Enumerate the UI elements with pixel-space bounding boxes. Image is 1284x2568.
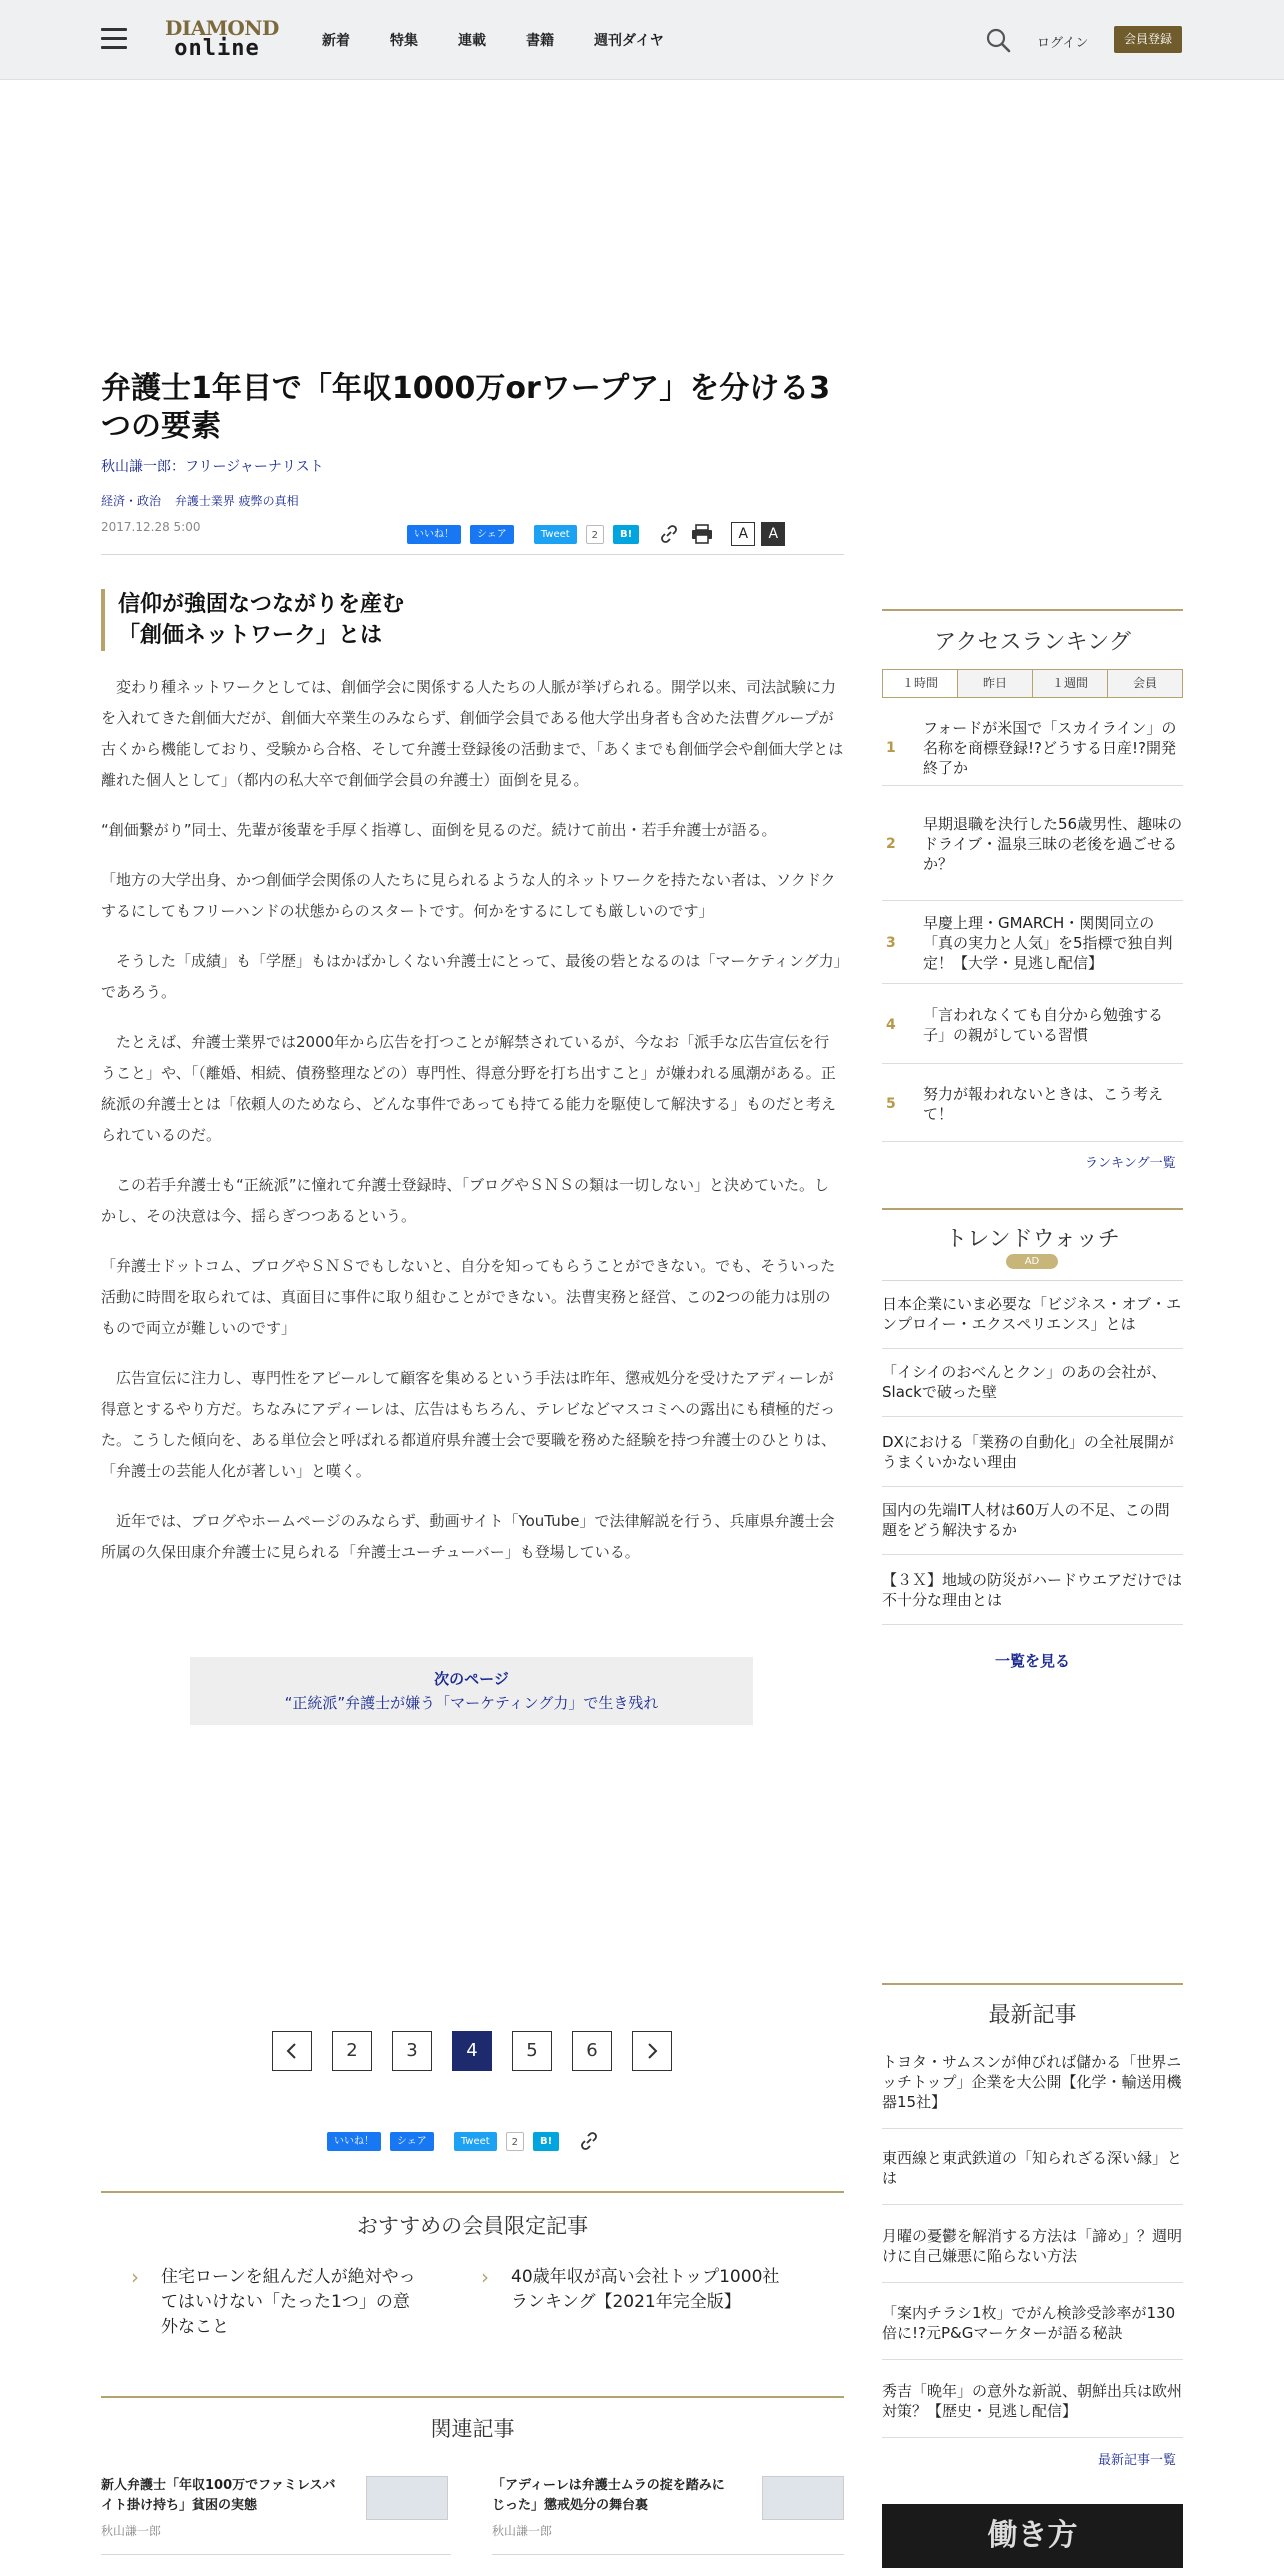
ranking-number: 4 xyxy=(886,1016,896,1033)
font-size-large-button[interactable]: A xyxy=(761,522,785,546)
related-item[interactable] xyxy=(101,2476,341,2539)
divider xyxy=(882,1208,1183,1210)
ad-badge: AD xyxy=(1006,1254,1058,1269)
next-page-link[interactable] xyxy=(190,1657,753,1725)
login-link[interactable]: ログイン xyxy=(1037,36,1089,51)
paragraph: 広告宣伝に注力し、専門性をアピールして顧客を集めるという手法は昨年、懲戒処分を受けたアディーレが得意とするやり方だ。ちなみにアディーレは、広告はもちろん、テレビなどマスコミへの露出にも積極的だった。こうした傾向を、ある単位会と呼ばれる都道府県弁護士会で要職を務めた経験を持つ弁護士のひとりは、「弁護士の芸能人化が著しい」と嘆く。 xyxy=(101,1369,837,1480)
print-icon[interactable] xyxy=(691,524,713,544)
pagination xyxy=(272,2031,692,2071)
ranking-number: 3 xyxy=(886,935,896,951)
tag-politics-economy[interactable]: 経済・政治 xyxy=(101,494,162,508)
global-nav xyxy=(322,30,704,50)
related-item-author: 秋山謙一郎 xyxy=(101,2524,162,2538)
related-item-thumbnail[interactable] xyxy=(762,2476,844,2520)
nav-item-weekly-diamond[interactable]: 週刊ダイヤ xyxy=(594,33,664,49)
recommend-title: おすすめの会員限定記事 xyxy=(356,2214,589,2238)
ranking-number: 2 xyxy=(886,836,896,852)
facebook-like-button[interactable]: いいね！ xyxy=(407,525,461,544)
next-page-button[interactable] xyxy=(632,2031,672,2071)
ranking-more-link[interactable]: ランキング一覧 xyxy=(1085,1156,1176,1171)
recommend-item-title: 住宅ローンを組んだ人が絶対やってはいけない「たった1つ」の意外なこと xyxy=(161,2267,416,2337)
ranking-item[interactable] xyxy=(882,788,1183,901)
latest-item[interactable]: 月曜の憂鬱を解消する方法は「諦め」？週明けに自己嫌悪に陥らない方法 xyxy=(882,2226,1183,2283)
menu-icon[interactable] xyxy=(101,28,127,50)
paragraph: 「地方の大学出身、かつ創価学会関係の人たちに見られるような人的ネットワークを持たない者は、ソクドクするにしてもフリーハンドの状態からのスタートです。何かをするにしても厳しいのです」 xyxy=(101,871,836,920)
tab-1-hour[interactable]: １時間 xyxy=(883,670,958,697)
divider xyxy=(101,2396,844,2398)
facebook-share-button[interactable]: シェア xyxy=(390,2132,434,2151)
ranking-item[interactable] xyxy=(882,986,1183,1064)
ranking-item-title: 早慶上理・GMARCH・関関同立の「真の実力と人気」を5指標で独自判定！【大学・見逃し配信】 xyxy=(923,914,1173,972)
page-button-5[interactable]: 5 xyxy=(512,2031,552,2071)
divider xyxy=(492,2554,844,2555)
paragraph: “創価繋がり”同士、先輩が後輩を手厚く指導し、面倒を見るのだ。続けて前出・若手弁護士が語る。 xyxy=(101,821,777,839)
trend-item[interactable]: 【３Ｘ】地域の防災がハードウエアだけでは不十分な理由とは xyxy=(882,1570,1183,1625)
global-header xyxy=(0,0,1284,80)
paragraph: 「弁護士ドットコム、ブログやＳＮＳでもしないと、自分を知ってもらうことができない。でも、そういった活動に時間を取られては、真面目に事件に取り組むことができない。法曹実務と経営、この2つの能力は別のもので両立が難しいのです」 xyxy=(101,1257,836,1337)
related-item-title: 新人弁護士「年収100万でファミレスバイト掛け持ち」貧困の実態 xyxy=(101,2478,336,2513)
related-item-title: 「アディーレは弁護士ムラの掟を踏みにじった」懲戒処分の舞台裏 xyxy=(492,2478,725,2513)
article-date: 2017.12.28 5:00 xyxy=(101,520,201,534)
ranking-item[interactable] xyxy=(882,903,1183,984)
divider xyxy=(882,609,1183,611)
article-author[interactable]: 秋山謙一郎：フリージャーナリスト xyxy=(101,459,324,475)
next-page-label: 次のページ xyxy=(434,1670,509,1688)
related-item[interactable] xyxy=(492,2476,732,2539)
logo-bottom-text: online xyxy=(174,36,260,61)
copy-link-icon[interactable] xyxy=(659,524,679,544)
trend-item[interactable]: 国内の先端IT人材は60万人の不足、この問題をどう解決するか xyxy=(882,1500,1183,1555)
recommend-item[interactable] xyxy=(481,2265,781,2315)
latest-item[interactable]: 東西線と東武鉄道の「知られざる深い縁」とは xyxy=(882,2148,1183,2205)
paragraph: たとえば、弁護士業界では2000年から広告を打つことが解禁されているが、今なお「派手な広告宣伝を行うこと」や、「（離婚、相続、債務整理などの）専門性、得意分野を打ち出すこと」が嫌われる風潮がある。正統派の弁護士とは「依頼人のためなら、どんな事件であっても持てる能力を駆使して解決する」ものだと考えられているのだ。 xyxy=(101,1033,836,1144)
latest-item[interactable]: トヨタ・サムスンが伸びれば儲かる「世界ニッチトップ」企業を大公開【化学・輸送用機器15社】 xyxy=(882,2052,1183,2129)
article-title: 弁護士1年目で「年収1000万orワープア」を分ける3つの要素 xyxy=(101,371,831,444)
divider xyxy=(101,554,844,555)
site-logo[interactable] xyxy=(165,16,279,64)
share-bar-bottom xyxy=(327,2131,611,2151)
share-bar-top xyxy=(407,522,791,546)
nav-item-feature[interactable]: 特集 xyxy=(390,33,418,49)
facebook-like-button[interactable]: いいね！ xyxy=(327,2132,381,2151)
paragraph: そうした「成績」も「学歴」もはかばかしくない弁護士にとって、最後の砦となるのは「マーケティング力」であろう。 xyxy=(101,952,842,1001)
hatena-bookmark-button[interactable]: B! xyxy=(613,525,639,544)
related-title: 関連記事 xyxy=(430,2417,515,2441)
tab-yesterday[interactable]: 昨日 xyxy=(958,670,1033,697)
tweet-count: 2 xyxy=(506,2132,524,2151)
chevron-right-icon: › xyxy=(131,2265,139,2289)
nav-item-series[interactable]: 連載 xyxy=(458,33,486,49)
paragraph: 近年では、ブログやホームページのみならず、動画サイト「YouTube」で法律解説を行う、兵庫県弁護士会所属の久保田康介弁護士に見られる「弁護士ユーチューバー」も登場している。 xyxy=(101,1512,835,1561)
next-page-title: “正統派”弁護士が嫌う「マーケティング力」で生き残れ xyxy=(284,1694,659,1712)
recommend-item-title: 40歳年収が高い会社トップ1000社ランキング【2021年完全版】 xyxy=(511,2267,780,2312)
ranking-item[interactable] xyxy=(882,710,1183,786)
latest-item[interactable]: 「案内チラシ1枚」でがん検診受診率が130倍に!?元P&Gマーケターが語る秘訣 xyxy=(882,2303,1183,2360)
banner-text: 働き方 xyxy=(987,2518,1078,2553)
latest-item[interactable]: 秀吉「晩年」の意外な新説、朝鮮出兵は欧州対策？【歴史・見逃し配信】 xyxy=(882,2381,1183,2438)
ranking-item-title: 「言われなくても自分から勉強する子」の親がしている習慣 xyxy=(923,1005,1164,1044)
trend-item[interactable]: 日本企業にいま必要な「ビジネス・オブ・エンプロイー・エクスペリエンス」とは xyxy=(882,1294,1183,1349)
page-button-6[interactable]: 6 xyxy=(572,2031,612,2071)
register-button[interactable]: 会員登録 xyxy=(1114,26,1182,53)
facebook-share-button[interactable]: シェア xyxy=(470,525,514,544)
nav-item-books[interactable]: 書籍 xyxy=(526,33,554,49)
article-body xyxy=(101,672,844,1587)
sidebar-banner[interactable] xyxy=(882,2504,1183,2568)
hatena-bookmark-button[interactable]: B! xyxy=(533,2132,559,2151)
divider xyxy=(101,2191,844,2193)
page-button-3[interactable]: 3 xyxy=(392,2031,432,2071)
chevron-right-icon xyxy=(645,2042,659,2060)
ranking-number: 5 xyxy=(886,1095,896,1112)
prev-page-button[interactable] xyxy=(272,2031,312,2071)
latest-more-link[interactable]: 最新記事一覧 xyxy=(1098,2453,1177,2468)
latest-title: 最新記事 xyxy=(988,2003,1077,2028)
ranking-tabs xyxy=(882,669,1183,698)
trend-item[interactable]: 「イシイのおべんとクン」のあの会社が、Slackで破った壁 xyxy=(882,1362,1183,1417)
nav-item-new[interactable]: 新着 xyxy=(322,33,350,49)
ranking-item-title: 早期退職を決行した56歳男性、趣味のドライブ・温泉三昧の老後を過ごせるか？ xyxy=(923,815,1183,873)
trend-title: トレンドウォッチ xyxy=(945,1227,1120,1252)
ranking-item-title: 努力が報われないときは、こう考えて！ xyxy=(923,1084,1164,1123)
tweet-count: 2 xyxy=(586,525,604,544)
related-item-author: 秋山謙一郎 xyxy=(492,2524,553,2538)
divider xyxy=(101,2554,451,2555)
font-size-small-button[interactable]: A xyxy=(731,522,755,546)
subheading-text: 信仰が強固なつながりを産む 「創価ネットワーク」とは xyxy=(118,592,405,648)
ranking-number: 1 xyxy=(886,739,896,756)
chevron-right-icon: › xyxy=(481,2265,489,2289)
tab-1-week[interactable]: １週間 xyxy=(1033,670,1108,697)
copy-link-icon[interactable] xyxy=(579,2131,599,2151)
chevron-left-icon xyxy=(285,2042,299,2060)
tab-members[interactable]: 会員 xyxy=(1108,670,1182,697)
article-subheading xyxy=(101,589,404,651)
ranking-item[interactable] xyxy=(882,1066,1183,1142)
ranking-item-title: フォードが米国で「スカイライン」の名称を商標登録!?どうする日産!?開発終了か xyxy=(923,718,1177,777)
trend-more-link[interactable]: 一覧を見る xyxy=(994,1652,1070,1670)
search-icon[interactable] xyxy=(985,27,1011,53)
logo-top-text: DIAMOND xyxy=(165,16,279,40)
related-item-thumbnail[interactable] xyxy=(366,2476,448,2520)
ranking-title: アクセスランキング xyxy=(934,630,1131,655)
tag-series[interactable]: 弁護士業界 疲弊の真相 xyxy=(174,494,299,508)
divider xyxy=(882,1280,1183,1281)
article-tags xyxy=(101,492,309,509)
paragraph: 変わり種ネットワークとしては、創価学会に関係する人たちの人脈が挙げられる。開学以来、司法試験に力を入れてきた創価大だが、創価大卒業生のみならず、創価学会員である他大学出身者も含めた法曹グループが古くから機能しており、受験から合格、そして弁護士登録後の活動まで、「あくまでも創価学会や創価大学とは離れた個人として」（都内の私大卒で創価学会員の弁護士）面倒を見る。 xyxy=(101,678,844,789)
paragraph: この若手弁護士も“正統派”に憧れて弁護士登録時、「ブログやＳＮＳの類は一切しない」と決めていた。しかし、その決意は今、揺らぎつつあるという。 xyxy=(101,1176,830,1225)
tweet-button[interactable]: Tweet xyxy=(454,2132,497,2151)
recommend-item[interactable] xyxy=(131,2265,421,2340)
page-button-current[interactable]: 4 xyxy=(452,2031,492,2071)
tweet-button[interactable]: Tweet xyxy=(534,525,577,544)
trend-item[interactable]: DXにおける「業務の自動化」の全社展開がうまくいかない理由 xyxy=(882,1432,1183,1487)
page-button-2[interactable]: 2 xyxy=(332,2031,372,2071)
divider xyxy=(882,1983,1183,1985)
